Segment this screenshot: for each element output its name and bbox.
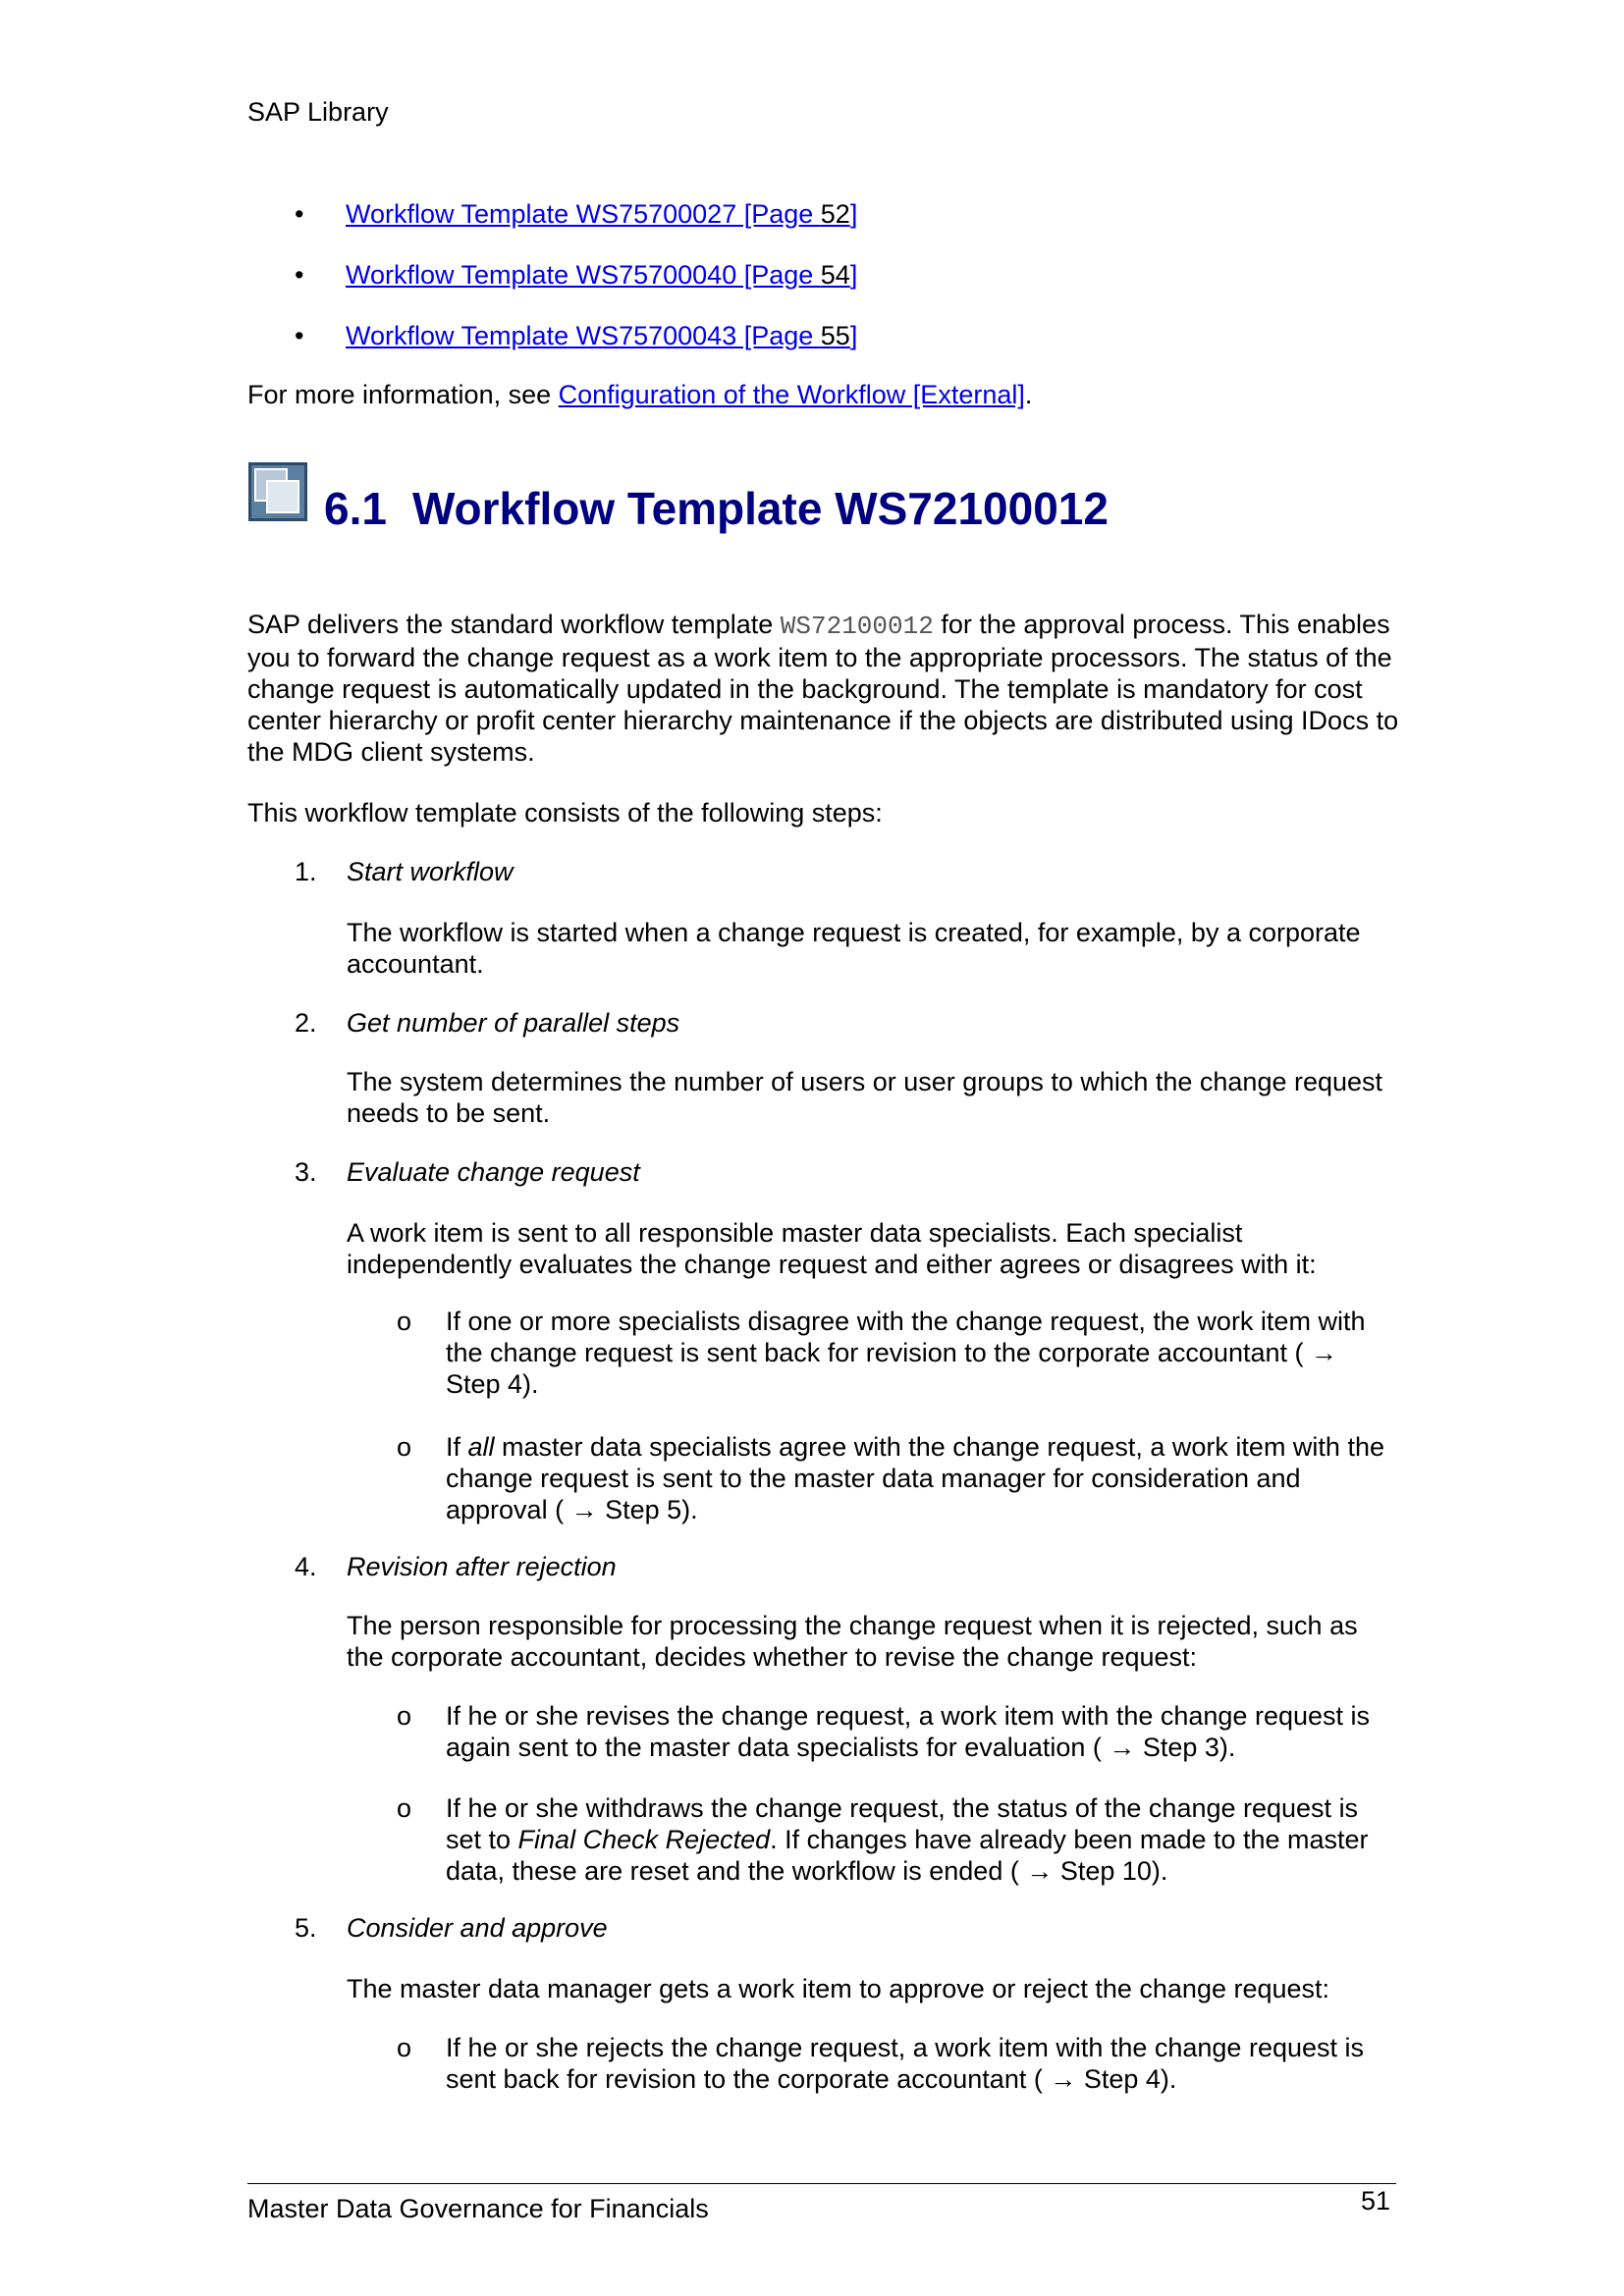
- step-description: The system determines the number of users or user groups to which the change request needs to be sent.: [347, 1067, 1383, 1128]
- footer-divider: [247, 2183, 1396, 2184]
- configuration-link[interactable]: Configuration of the Workflow [External]: [558, 380, 1025, 409]
- step-description: A work item is sent to all responsible master data specialists. Each specialist independently evaluates the change request and either agrees or disagrees with it:: [347, 1218, 1317, 1279]
- link-ws75700027[interactable]: Workflow Template WS75700027 [Page 52]: [346, 199, 858, 229]
- sub-item: If all master data specialists agree with the change request, a work item with the change request is sent to the master data manager for consideration and approval ( → Step 5).: [446, 1432, 1384, 1524]
- step-title: Revision after rejection: [347, 1552, 617, 1581]
- bullet-icon: •: [295, 260, 304, 290]
- step-title: Consider and approve: [347, 1913, 608, 1943]
- steps-intro: This workflow template consists of the following steps:: [247, 798, 883, 828]
- bullet-icon: •: [295, 199, 304, 229]
- sub-item: If he or she revises the change request, a work item with the change request is again sent to the master data specialists for evaluation ( → Step 3).: [446, 1701, 1371, 1762]
- step-number: 2.: [295, 1008, 317, 1038]
- step-description: The workflow is started when a change request is created, for example, by a corporate accountant.: [347, 918, 1361, 979]
- step-title: Get number of parallel steps: [347, 1008, 680, 1038]
- step-number: 4.: [295, 1552, 317, 1581]
- sub-item: If he or she rejects the change request, a work item with the change request is sent back for revision to the corporate accountant ( → Step 4).: [446, 2033, 1365, 2094]
- bullet-icon: •: [295, 321, 304, 350]
- footer-title: Master Data Governance for Financials: [247, 2194, 709, 2223]
- section-title: 6.1 Workflow Template WS72100012: [324, 483, 1109, 534]
- more-info-line: For more information, see Configuration of the Workflow [External].: [247, 380, 1033, 409]
- step-title: Start workflow: [347, 857, 514, 886]
- sub-item: If he or she withdraws the change request, the status of the change request is set to Final Check Rejected. If changes have already been made to the master data, these are reset and the workflow is ended ( → Step 10).: [446, 1793, 1369, 1886]
- step-description: The person responsible for processing the change request when it is rejected, such as the corporate accountant, decides whether to revise the change request:: [347, 1611, 1358, 1672]
- page-number: 51: [1361, 2186, 1391, 2216]
- step-description: The master data manager gets a work item to approve or reject the change request:: [347, 1974, 1330, 2003]
- step-title: Evaluate change request: [347, 1157, 640, 1187]
- section-icon: [247, 461, 308, 522]
- sub-item: If one or more specialists disagree with the change request, the work item with the change request is sent back for revision to the corporate accountant ( → Step 4).: [446, 1307, 1366, 1399]
- template-code: WS72100012: [780, 612, 934, 641]
- step-number: 1.: [295, 857, 317, 886]
- sub-bullet-icon: o: [397, 1701, 412, 1731]
- sub-bullet-icon: o: [397, 2033, 412, 2062]
- link-ws75700043[interactable]: Workflow Template WS75700043 [Page 55]: [346, 321, 858, 350]
- sub-bullet-icon: o: [397, 1432, 412, 1462]
- link-ws75700040[interactable]: Workflow Template WS75700040 [Page 54]: [346, 260, 858, 290]
- intro-paragraph: SAP delivers the standard workflow template WS72100012 for the approval process. This enables you to forward the change request as a work item to the appropriate processors. The status of the change request is automatically updated in the background. The template is mandatory for cost center hierarchy or profit center hierarchy maintenance if the objects are distributed using IDocs to the MDG client systems.: [247, 610, 1399, 767]
- step-number: 3.: [295, 1157, 317, 1187]
- sub-bullet-icon: o: [397, 1307, 412, 1336]
- sub-bullet-icon: o: [397, 1793, 412, 1823]
- step-number: 5.: [295, 1913, 317, 1943]
- page-header: SAP Library: [247, 97, 389, 127]
